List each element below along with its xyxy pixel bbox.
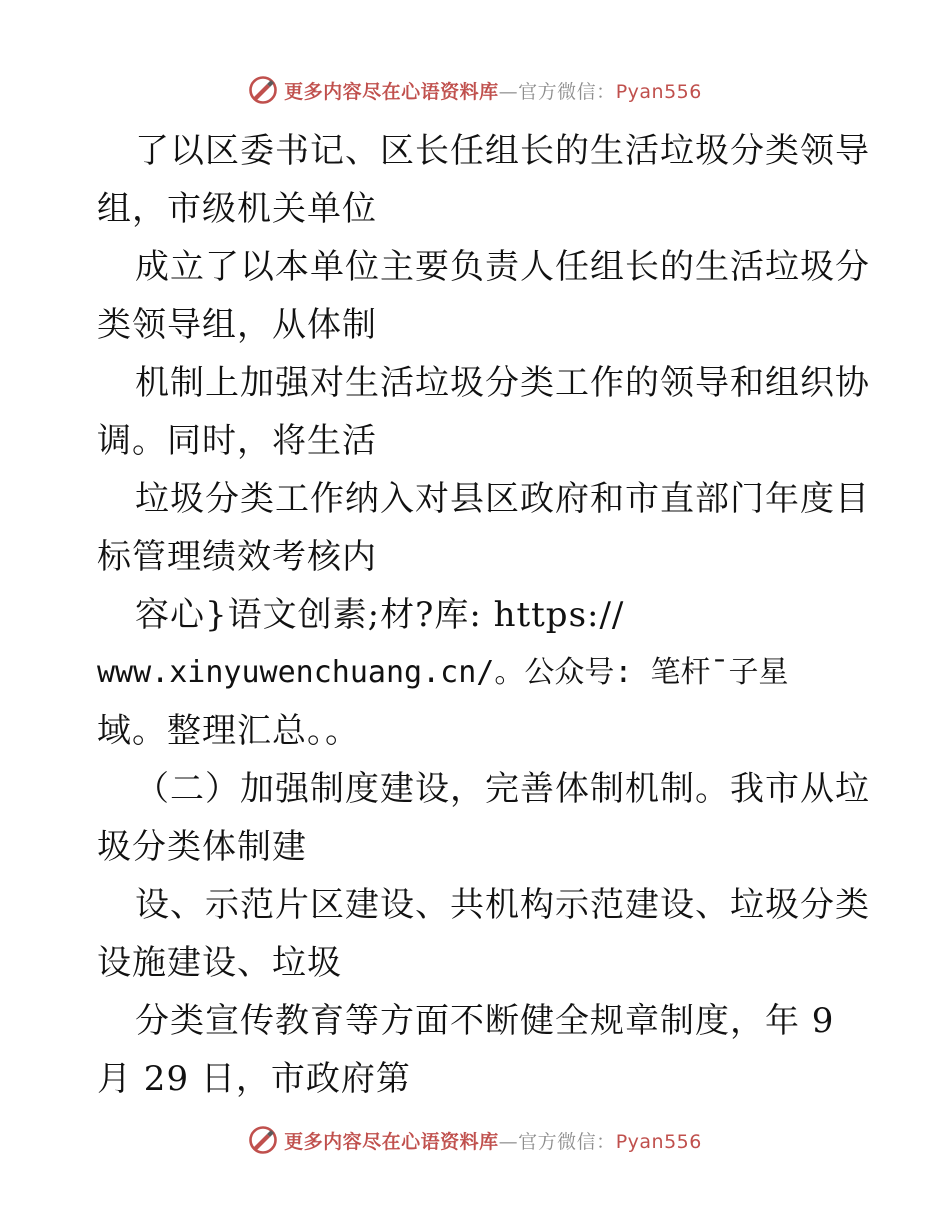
text-line: 容心}语文创素;材?库: https:// <box>135 595 625 635</box>
banner-dash: — <box>498 1130 519 1153</box>
text-line: 域。整理汇总。。 <box>97 711 360 751</box>
text-line: 设、示范片区建设、共机构示范建设、垃圾分类 <box>135 885 870 925</box>
banner-wechat-label: 官方微信： <box>518 80 616 103</box>
text-line: 成立了以本单位主要负责人任组长的生活垃圾分 <box>135 247 870 287</box>
banner-wechat-label: 官方微信： <box>518 1130 616 1153</box>
text-line: 圾分类体制建 <box>97 827 307 867</box>
pen-circle-logo-icon <box>248 1125 278 1155</box>
footer-banner <box>0 1120 950 1160</box>
text-line: 了以区委书记、区长任组长的生活垃圾分类领导 <box>135 131 870 171</box>
text-line: 标管理绩效考核内 <box>97 537 377 577</box>
text-line: 设施建设、垃圾 <box>97 943 342 983</box>
text-line: 类领导组，从体制 <box>97 305 377 345</box>
text-line: 调。同时，将生活 <box>97 421 377 461</box>
banner-wechat-id: Pyan556 <box>615 80 702 103</box>
text-line: 机制上加强对生活垃圾分类工作的领导和组织协 <box>135 363 870 403</box>
text-line: （二）加强制度建设，完善体制机制。我市从垃 <box>135 769 870 809</box>
header-banner <box>0 70 950 110</box>
text-line-url: www.xinyuwenchuang.cn/。公众号: 笔杆¯子星 <box>97 655 789 690</box>
document-body <box>97 122 870 1108</box>
banner-text <box>284 77 702 104</box>
text-line: 组，市级机关单位 <box>97 189 377 229</box>
banner-wechat-id: Pyan556 <box>615 1130 702 1153</box>
text-line: 分类宣传教育等方面不断健全规章制度，年 9 <box>135 1001 835 1041</box>
banner-main-text: 更多内容尽在心语资料库 <box>284 1130 499 1153</box>
pen-circle-logo-icon <box>248 75 278 105</box>
text-line: 垃圾分类工作纳入对县区政府和市直部门年度目 <box>135 479 870 519</box>
banner-main-text: 更多内容尽在心语资料库 <box>284 80 499 103</box>
banner-dash: — <box>498 80 519 103</box>
banner-text <box>284 1127 702 1154</box>
text-line: 月 29 日，市政府第 <box>97 1059 411 1099</box>
